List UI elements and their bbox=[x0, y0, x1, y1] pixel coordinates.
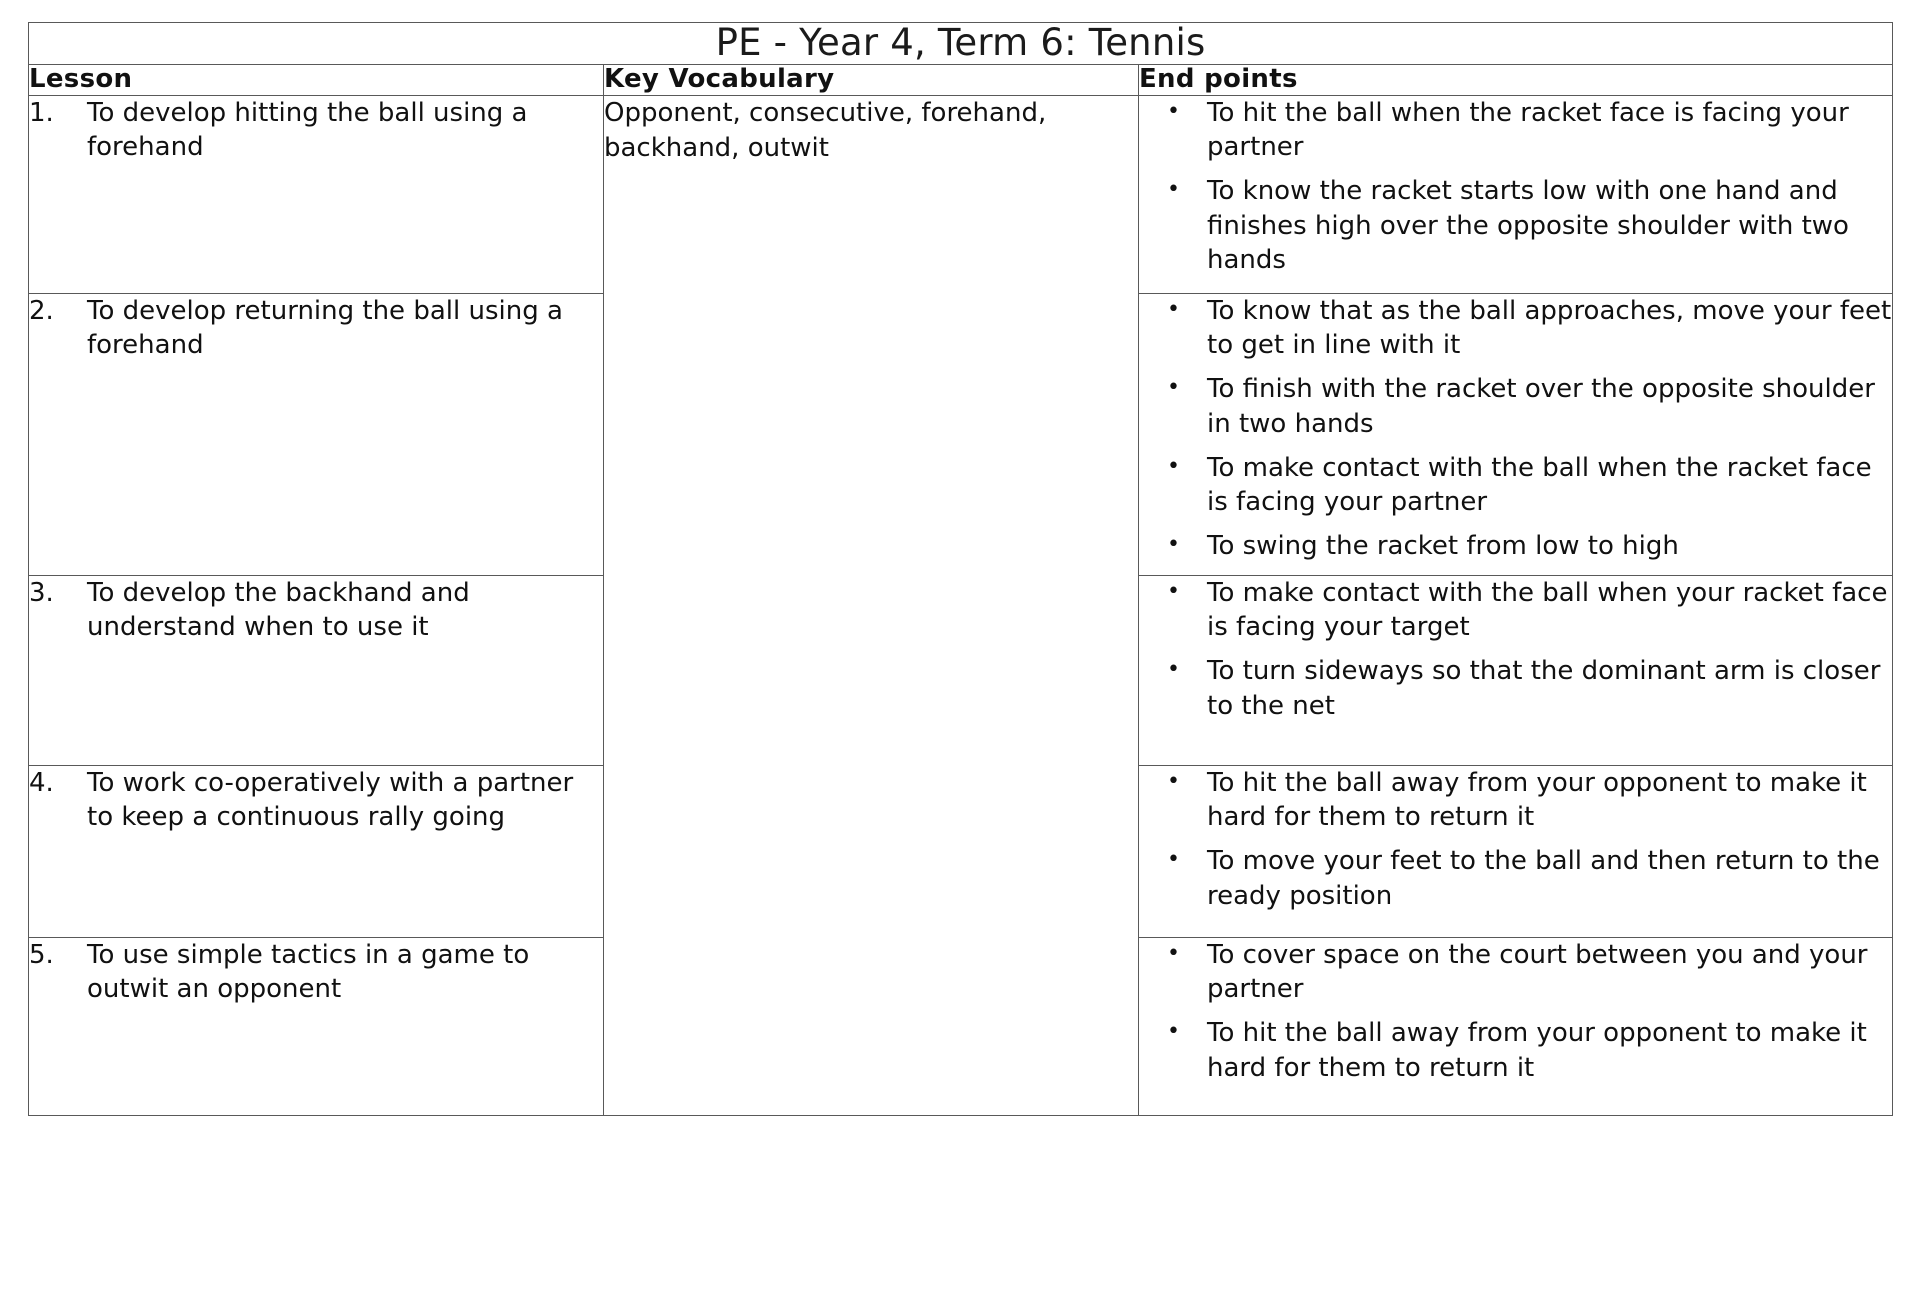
column-header-row bbox=[29, 64, 1893, 95]
lesson-cell-1 bbox=[29, 95, 604, 293]
lesson-number-1: 1. bbox=[29, 97, 54, 128]
column-header-key-vocabulary bbox=[604, 64, 1139, 95]
end-points-list-4 bbox=[1139, 766, 1892, 913]
end-points-cell-4 bbox=[1139, 765, 1893, 937]
lesson-number-3: 3. bbox=[29, 577, 54, 608]
end-points-list-2 bbox=[1139, 294, 1892, 564]
end-points-list-3 bbox=[1139, 576, 1892, 723]
column-header-key-vocabulary-label: Key Vocabulary bbox=[604, 63, 835, 94]
title-banner bbox=[29, 23, 1893, 65]
lesson-objective-5: To use simple tactics in a game to outwit an opponent bbox=[87, 939, 530, 1005]
end-points-list-1 bbox=[1139, 96, 1892, 278]
end-point-item: • To know the racket starts low with one hand and finishes high over the opposite shoulder with two hands bbox=[1139, 174, 1892, 277]
title-row bbox=[29, 23, 1893, 65]
key-vocabulary-cell bbox=[604, 95, 1139, 1115]
lesson-cell-4 bbox=[29, 765, 604, 937]
column-header-lesson-label: Lesson bbox=[29, 63, 133, 94]
lesson-number-4: 4. bbox=[29, 767, 54, 798]
end-point-item: • To make contact with the ball when the racket face is facing your partner bbox=[1139, 451, 1892, 520]
end-point-item: • To cover space on the court between you and your partner bbox=[1139, 938, 1892, 1007]
lesson-cell-3 bbox=[29, 575, 604, 765]
lesson-number-2: 2. bbox=[29, 295, 54, 326]
lesson-number-5: 5. bbox=[29, 939, 54, 970]
end-point-item: • To move your feet to the ball and then return to the ready position bbox=[1139, 844, 1892, 913]
table-row bbox=[29, 95, 1893, 293]
end-point-item: • To know that as the ball approaches, move your feet to get in line with it bbox=[1139, 294, 1892, 363]
end-point-item: • To hit the ball when the racket face is facing your partner bbox=[1139, 96, 1892, 165]
lesson-objective-4: To work co-operatively with a partner to keep a continuous rally going bbox=[87, 767, 574, 833]
end-points-cell-2 bbox=[1139, 293, 1893, 575]
end-points-cell-3 bbox=[1139, 575, 1893, 765]
lesson-objective-1: To develop hitting the ball using a forehand bbox=[87, 97, 528, 163]
key-vocabulary-text: Opponent, consecutive, forehand, backhand, outwit bbox=[604, 97, 1047, 164]
column-header-lesson bbox=[29, 64, 604, 95]
lesson-cell-5 bbox=[29, 937, 604, 1115]
lesson-cell-2 bbox=[29, 293, 604, 575]
lesson-objective-2: To develop returning the ball using a forehand bbox=[87, 295, 563, 361]
page-title: PE - Year 4, Term 6: Tennis bbox=[715, 21, 1206, 64]
end-point-item: • To hit the ball away from your opponent to make it hard for them to return it bbox=[1139, 1016, 1892, 1085]
end-points-cell-5 bbox=[1139, 937, 1893, 1115]
end-points-cell-1 bbox=[1139, 95, 1893, 293]
end-point-item: • To swing the racket from low to high bbox=[1139, 529, 1892, 563]
column-header-end-points-label: End points bbox=[1139, 63, 1298, 94]
curriculum-table bbox=[28, 22, 1893, 1116]
end-point-item: • To finish with the racket over the opposite shoulder in two hands bbox=[1139, 372, 1892, 441]
column-header-end-points bbox=[1139, 64, 1893, 95]
end-point-item: • To hit the ball away from your opponent to make it hard for them to return it bbox=[1139, 766, 1892, 835]
end-point-item: • To turn sideways so that the dominant arm is closer to the net bbox=[1139, 654, 1892, 723]
lesson-objective-3: To develop the backhand and understand when to use it bbox=[87, 577, 470, 643]
end-point-item: • To make contact with the ball when your racket face is facing your target bbox=[1139, 576, 1892, 645]
end-points-list-5 bbox=[1139, 938, 1892, 1085]
